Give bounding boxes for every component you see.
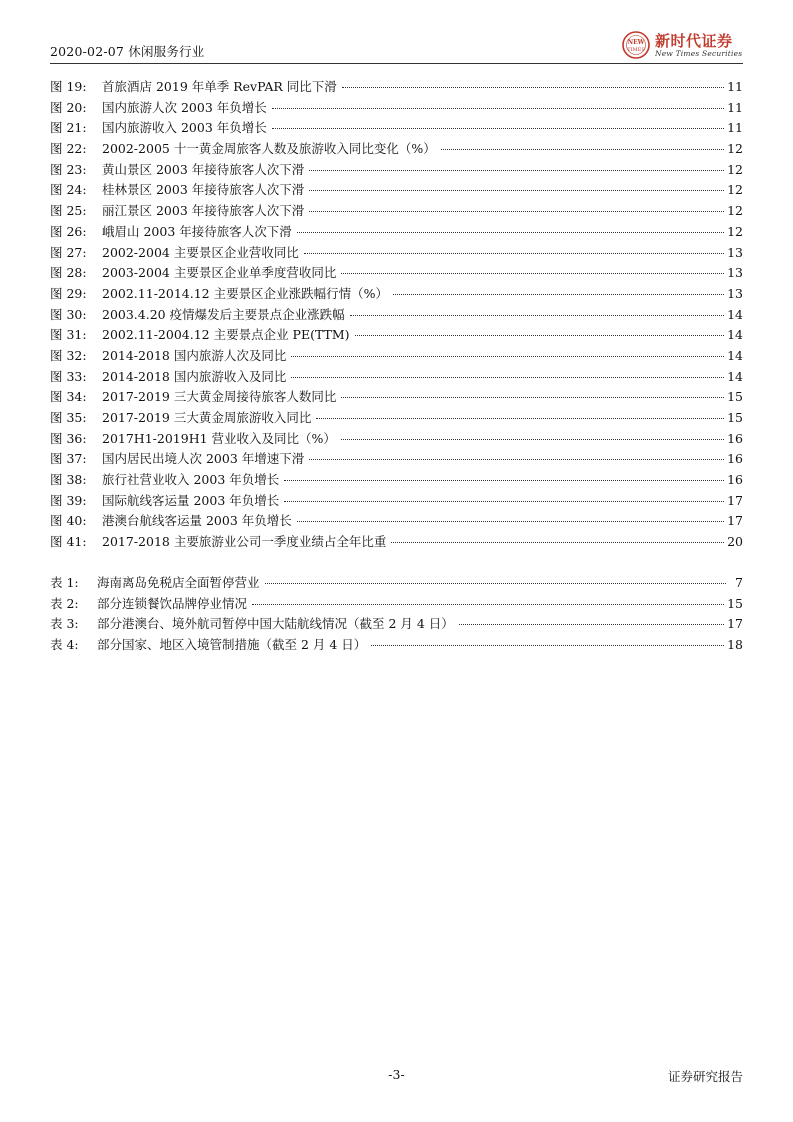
dot-leader	[350, 315, 725, 316]
dot-leader	[291, 377, 724, 378]
entry-page: 17	[727, 616, 743, 632]
entry-number: 图 20:	[50, 99, 87, 115]
figure-toc-entry[interactable]	[50, 387, 743, 408]
entry-number: 图 38:	[50, 472, 87, 488]
entry-title: 部分连锁餐饮品牌停业情况	[97, 595, 248, 611]
entry-page: 12	[727, 161, 743, 177]
entry-page: 14	[727, 347, 743, 363]
table-toc-entry[interactable]	[50, 614, 743, 635]
entry-page: 17	[727, 513, 743, 529]
dot-leader	[459, 624, 724, 625]
dot-leader	[304, 253, 724, 254]
entry-number: 图 23:	[50, 161, 87, 177]
dot-leader	[341, 439, 724, 440]
entry-number: 图 31:	[50, 327, 87, 343]
entry-page: 12	[727, 141, 743, 157]
entry-title: 2002-2004 主要景区企业营收同比	[102, 244, 299, 260]
dot-leader	[297, 521, 724, 522]
dot-leader	[341, 397, 724, 398]
dot-leader	[252, 604, 724, 605]
entry-title: 国际航线客运量 2003 年负增长	[102, 492, 280, 508]
entry-page: 12	[727, 182, 743, 198]
entry-page: 13	[727, 244, 743, 260]
figure-toc-entry[interactable]	[50, 180, 743, 201]
dot-leader	[309, 190, 724, 191]
entry-number: 图 19:	[50, 79, 87, 94]
dot-leader	[297, 232, 724, 233]
entry-title: 丽江景区 2003 年接待旅客人次下滑	[102, 203, 305, 219]
entry-title: 2002.11-2014.12 主要景区企业涨跌幅行情（%）	[102, 285, 388, 301]
figure-toc-entry[interactable]	[50, 222, 743, 243]
entry-title: 2002.11-2004.12 主要景点企业 PE(TTM)	[102, 327, 350, 343]
entry-title: 2014-2018 国内旅游收入及同比	[102, 368, 287, 384]
entry-number: 图 34:	[50, 389, 87, 405]
table-list	[50, 573, 743, 656]
entry-number: 表 2:	[50, 595, 79, 611]
entry-page: 13	[727, 285, 743, 301]
dot-leader	[391, 542, 724, 543]
entry-page: 11	[727, 120, 743, 136]
entry-title: 2003.4.20 疫情爆发后主要景点企业涨跌幅	[102, 306, 345, 322]
entry-page: 11	[727, 79, 743, 94]
entry-title: 首旅酒店 2019 年单季 RevPAR 同比下滑	[102, 79, 337, 94]
figure-toc-entry[interactable]	[50, 449, 743, 470]
dot-leader	[291, 356, 724, 357]
entry-page: 16	[727, 430, 743, 446]
figure-toc-entry[interactable]	[50, 367, 743, 388]
entry-title: 海南离岛免税店全面暂停营业	[97, 575, 260, 590]
figure-toc-entry[interactable]	[50, 511, 743, 532]
entry-title: 2002-2005 十一黄金周旅客人数及旅游收入同比变化（%）	[102, 141, 436, 157]
entry-number: 图 41:	[50, 534, 87, 550]
entry-title: 2017-2019 三大黄金周接待旅客人数同比	[102, 389, 337, 405]
table-toc-entry[interactable]	[50, 635, 743, 656]
figure-toc-entry[interactable]	[50, 325, 743, 346]
entry-number: 图 37:	[50, 451, 87, 467]
entry-number: 图 25:	[50, 203, 87, 219]
entry-page: 13	[727, 265, 743, 281]
entry-page: 15	[727, 389, 743, 405]
entry-number: 图 35:	[50, 410, 87, 425]
figure-toc-entry[interactable]	[50, 77, 743, 98]
entry-number: 表 3:	[50, 616, 79, 632]
entry-page: 15	[727, 595, 743, 611]
dot-leader	[284, 480, 724, 481]
figure-list	[50, 77, 743, 553]
figure-toc-entry[interactable]	[50, 201, 743, 222]
entry-page: 15	[727, 410, 743, 425]
entry-number: 图 26:	[50, 223, 87, 239]
entry-title: 国内旅游收入 2003 年负增长	[102, 120, 267, 136]
table-toc-entry[interactable]	[50, 594, 743, 615]
entry-page: 16	[727, 451, 743, 467]
table-toc-entry[interactable]	[50, 573, 743, 594]
entry-page: 17	[727, 492, 743, 508]
entry-number: 图 28:	[50, 265, 87, 281]
figure-toc-entry[interactable]	[50, 532, 743, 553]
entry-page: 16	[727, 472, 743, 488]
entry-page: 18	[727, 637, 743, 653]
figure-toc-entry[interactable]	[50, 160, 743, 181]
entry-title: 2014-2018 国内旅游人次及同比	[102, 347, 287, 363]
entry-title: 2017-2018 主要旅游业公司一季度业绩占全年比重	[102, 534, 387, 550]
entry-number: 图 29:	[50, 285, 87, 301]
dot-leader	[309, 459, 724, 460]
entry-title: 桂林景区 2003 年接待旅客人次下滑	[102, 182, 305, 198]
dot-leader	[441, 149, 724, 150]
entry-page: 20	[727, 534, 743, 550]
entry-page: 12	[727, 203, 743, 219]
dot-leader	[272, 108, 724, 109]
entry-title: 部分港澳台、境外航司暂停中国大陆航线情况（截至 2 月 4 日）	[97, 616, 454, 632]
company-logo	[621, 28, 743, 62]
entry-title: 2017-2019 三大黄金周旅游收入同比	[102, 410, 312, 425]
dot-leader	[371, 645, 724, 646]
header-date-category: 2020-02-07 休闲服务行业	[50, 44, 205, 59]
entry-number: 表 1:	[50, 575, 79, 590]
entry-page: 14	[727, 327, 743, 343]
new-times-logo-icon	[621, 30, 651, 60]
page-header	[50, 28, 743, 64]
entry-title: 旅行社营业收入 2003 年负增长	[102, 472, 280, 488]
svg-text:TIMES: TIMES	[627, 47, 645, 53]
entry-number: 图 39:	[50, 492, 87, 508]
dot-leader	[341, 273, 724, 274]
entry-title: 2003-2004 主要景区企业单季度营收同比	[102, 265, 337, 281]
logo-chinese-name: 新时代证券	[655, 32, 733, 50]
entry-number: 图 24:	[50, 182, 87, 198]
entry-title: 峨眉山 2003 年接待旅客人次下滑	[102, 223, 292, 239]
entry-number: 图 36:	[50, 430, 87, 446]
entry-title: 国内居民出境人次 2003 年增速下滑	[102, 451, 305, 467]
dot-leader	[309, 170, 724, 171]
dot-leader	[272, 128, 724, 129]
entry-number: 表 4:	[50, 637, 79, 653]
dot-leader	[355, 335, 725, 336]
dot-leader	[342, 87, 724, 88]
page-number: -3-	[388, 1067, 405, 1082]
entry-page: 11	[727, 99, 743, 115]
entry-number: 图 21:	[50, 120, 87, 136]
figure-toc-entry[interactable]	[50, 243, 743, 264]
entry-page: 14	[727, 368, 743, 384]
figure-toc-entry[interactable]	[50, 470, 743, 491]
figure-toc-entry[interactable]	[50, 98, 743, 119]
entry-number: 图 30:	[50, 306, 87, 322]
svg-text:NEW: NEW	[627, 39, 645, 46]
entry-number: 图 32:	[50, 347, 87, 363]
figure-toc-entry[interactable]	[50, 284, 743, 305]
entry-title: 黄山景区 2003 年接待旅客人次下滑	[102, 161, 305, 177]
figure-toc-entry[interactable]	[50, 305, 743, 326]
entry-page: 7	[735, 575, 743, 590]
entry-title: 2017H1-2019H1 营业收入及同比（%）	[102, 430, 336, 446]
entry-number: 图 22:	[50, 141, 87, 157]
entry-number: 图 33:	[50, 368, 87, 384]
figure-toc-entry[interactable]	[50, 491, 743, 512]
entry-page: 14	[727, 306, 743, 322]
figure-toc-entry[interactable]	[50, 118, 743, 139]
entry-title: 港澳台航线客运量 2003 年负增长	[102, 513, 292, 529]
figure-toc-entry[interactable]	[50, 408, 743, 429]
entry-number: 图 27:	[50, 244, 87, 260]
entry-page: 12	[727, 223, 743, 239]
figure-toc-entry[interactable]	[50, 346, 743, 367]
dot-leader	[393, 294, 724, 295]
figure-toc-entry[interactable]	[50, 263, 743, 284]
dot-leader	[316, 418, 724, 419]
entry-number: 图 40:	[50, 513, 87, 529]
report-type-label: 证券研究报告	[667, 1069, 743, 1084]
figure-toc-entry[interactable]	[50, 429, 743, 450]
figure-toc-entry[interactable]	[50, 139, 743, 160]
logo-english-name: New Times Securities	[655, 49, 743, 58]
header-divider	[50, 63, 743, 64]
dot-leader	[309, 211, 724, 212]
entry-title: 国内旅游人次 2003 年负增长	[102, 99, 267, 115]
dot-leader	[284, 501, 724, 502]
entry-title: 部分国家、地区入境管制措施（截至 2 月 4 日）	[97, 637, 367, 653]
dot-leader	[265, 583, 726, 584]
